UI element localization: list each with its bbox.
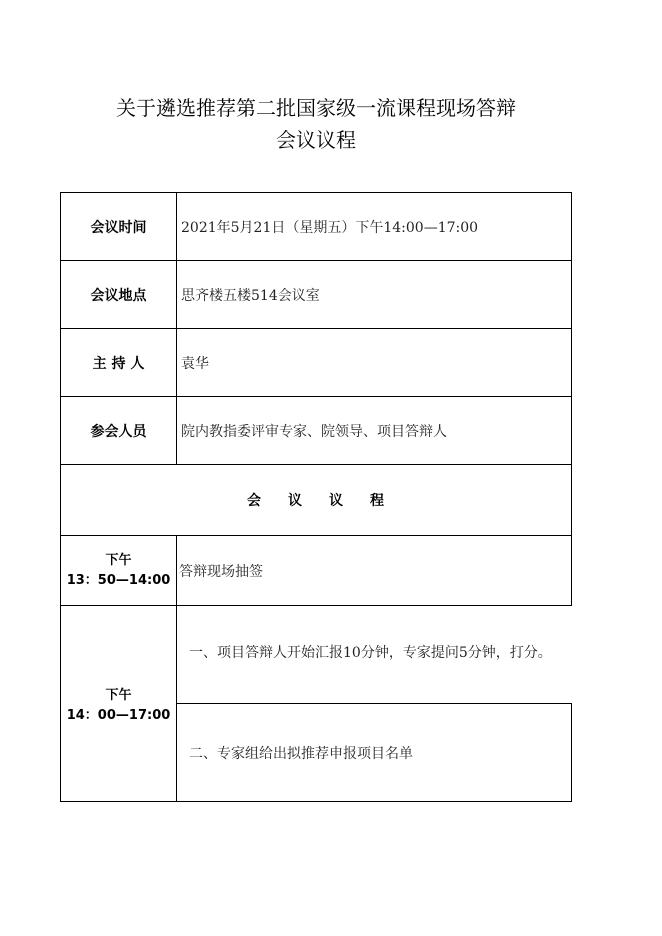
- label-meeting-time: 会议时间: [90, 219, 147, 236]
- agenda-item: 一、项目答辩人开始汇报10分钟，专家提问5分钟，打分。: [189, 644, 552, 661]
- agenda-time-slot-2: [61, 606, 176, 801]
- table-border-bottom: [60, 801, 572, 802]
- agenda-item: 二、专家组给出拟推荐申报项目名单: [189, 745, 413, 762]
- agenda-heading-char: 程: [370, 493, 385, 509]
- value-meeting-location: 思齐楼五楼514会议室: [181, 287, 320, 304]
- agenda-heading-char: 会: [247, 493, 262, 509]
- agenda-item: 答辩现场抽签: [179, 563, 263, 580]
- label-meeting-location: 会议地点: [90, 287, 147, 304]
- agenda-heading-char: 议: [329, 493, 344, 509]
- label-attendees: 参会人员: [90, 423, 147, 440]
- value-host: 袁华: [181, 355, 209, 372]
- slot-period: 下午: [105, 687, 132, 703]
- slot-time: 13：50—14:00: [66, 572, 171, 588]
- table-border-right: [571, 703, 572, 802]
- value-meeting-time: 2021年5月21日（星期五）下午14:00—17:00: [181, 219, 479, 236]
- agenda-time-slot-1: [61, 536, 176, 605]
- document-title-line1: 关于遴选推荐第二批国家级一流课程现场答辩: [116, 96, 516, 120]
- agenda-heading: [61, 465, 571, 535]
- label-host: 主 持 人: [92, 355, 145, 372]
- agenda-heading-char: 议: [288, 493, 303, 509]
- slot-time: 14：00—17:00: [66, 707, 171, 723]
- slot-period: 下午: [105, 552, 132, 568]
- value-attendees: 院内教指委评审专家、院领导、项目答辩人: [181, 423, 447, 440]
- document-title-line2: 会议议程: [276, 128, 356, 152]
- table-border-right: [571, 192, 572, 606]
